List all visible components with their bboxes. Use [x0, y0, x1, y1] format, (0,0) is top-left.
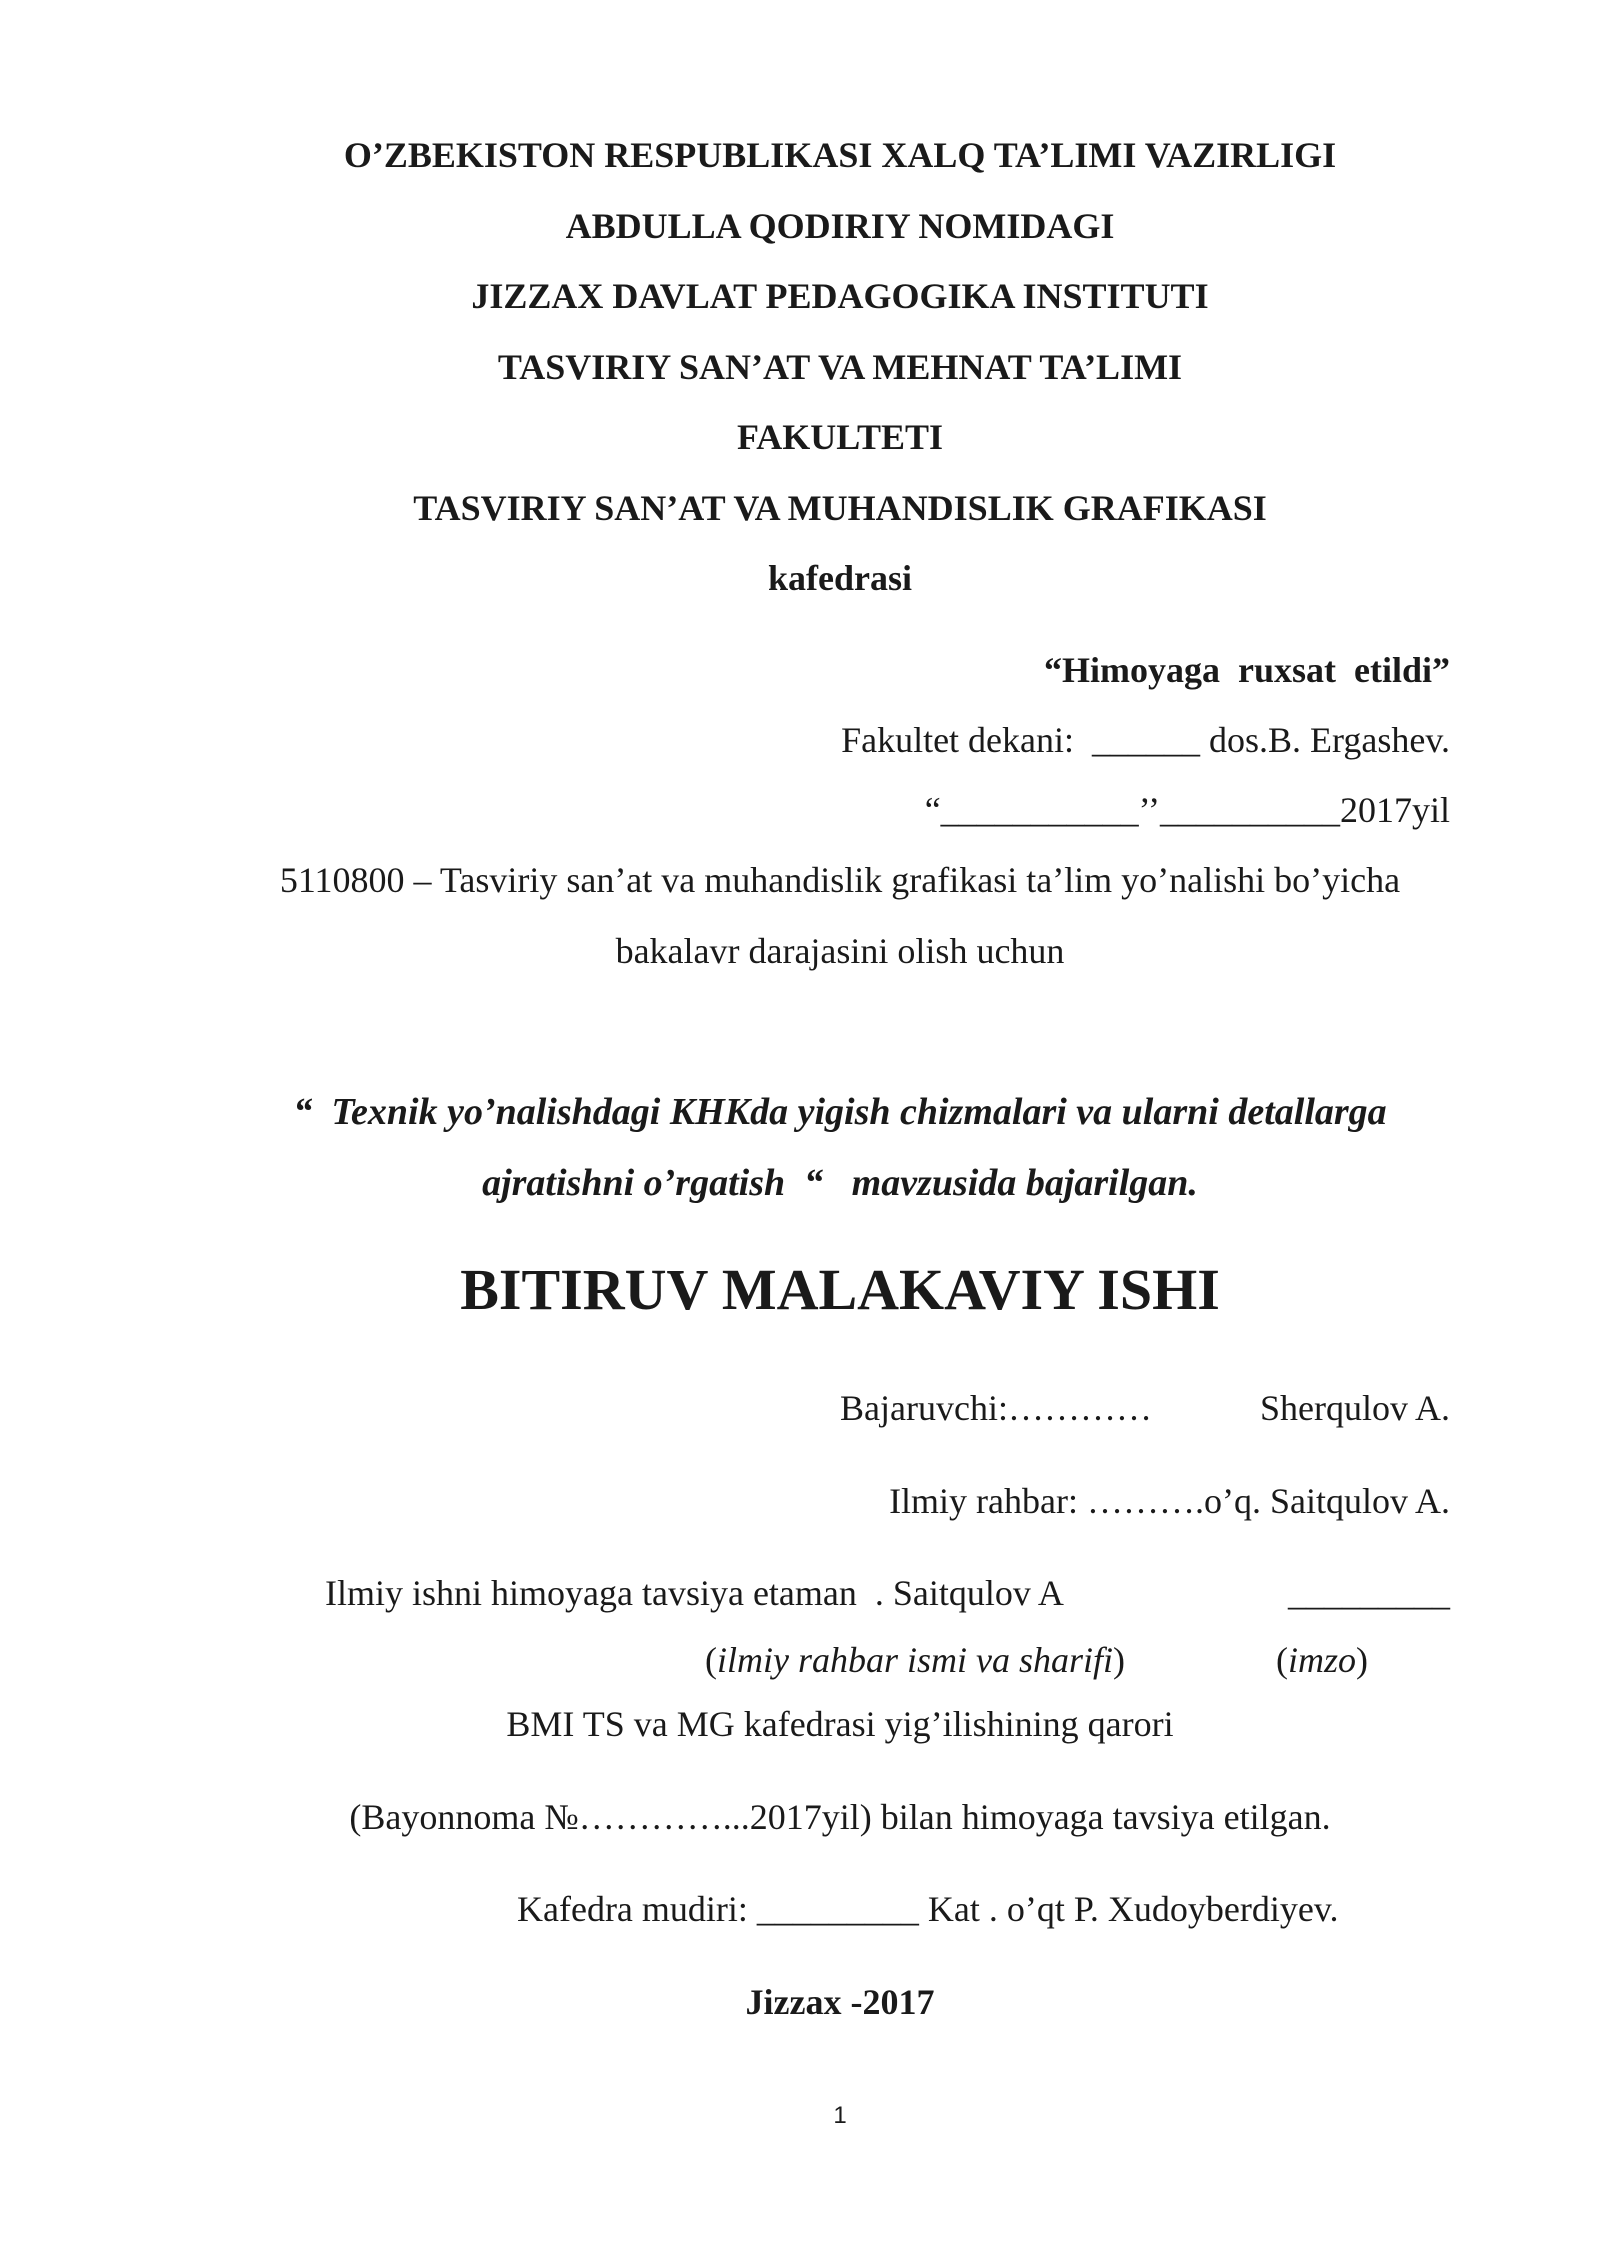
protocol-line: (Bayonnoma №…………...2017yil) bilan himoyaga tavsiya etilgan.: [349, 1797, 1331, 1837]
city-year: Jizzax -2017: [745, 1982, 935, 2022]
decision-line: BMI TS va MG kafedrasi yig’ilishining qarori: [506, 1704, 1174, 1744]
topic-line-2: ajratishni o’rgatish “ mavzusida bajarilgan.: [482, 1162, 1198, 1204]
name-heading: ABDULLA QODIRIY NOMIDAGI: [565, 206, 1115, 246]
supervisor-line: Ilmiy rahbar: ……….o’q. Saitqulov A.: [889, 1481, 1450, 1521]
department-word: kafedrasi: [768, 558, 912, 598]
performer-name: Sherqulov A.: [1259, 1388, 1450, 1428]
recommendation-line: Ilmiy ishni himoyaga tavsiya etaman . Saitqulov A: [325, 1573, 1064, 1613]
institute-heading: JIZZAX DAVLAT PEDAGOGIKA INSTITUTI: [471, 276, 1209, 316]
dean-line: Fakultet dekani: ______ dos.B. Ergashev.: [841, 720, 1450, 760]
approval-heading: “Himoyaga ruxsat etildi”: [1044, 650, 1450, 690]
signature-blank: _________: [1288, 1573, 1450, 1613]
document-title: BITIRUV MALAKAVIY ISHI: [460, 1257, 1220, 1322]
faculty-heading-word: FAKULTETI: [736, 417, 944, 457]
ministry-heading: O’ZBEKISTON RESPUBLIKASI XALQ TA’LIMI VAZIRLIGI: [343, 135, 1337, 175]
supervisor-caption: (ilmiy rahbar ismi va sharifi): [705, 1640, 1126, 1680]
faculty-heading: TASVIRIY SAN’AT VA MEHNAT TA’LIMI: [497, 347, 1183, 387]
performer-label: Bajaruvchi:…………: [840, 1388, 1152, 1428]
approval-date: “___________’’__________2017yil: [924, 790, 1450, 830]
signature-caption: (imzo): [1276, 1640, 1369, 1680]
specialty-line: 5110800 – Tasviriy san’at va muhandislik grafikasi ta’lim yo’nalishi bo’yicha: [279, 860, 1401, 900]
head-of-department-line: Kafedra mudiri: _________ Kat . o’qt P. Xudoyberdiyev.: [517, 1889, 1339, 1929]
page-number: 1: [833, 2102, 847, 2129]
degree-line: bakalavr darajasini olish uchun: [615, 931, 1065, 971]
topic-line-1: “ Texnik yo’nalishdagi KHKda yigish chizmalari va ularni detallarga: [293, 1091, 1387, 1133]
department-heading: TASVIRIY SAN’AT VA MUHANDISLIK GRAFIKASI: [413, 488, 1267, 528]
